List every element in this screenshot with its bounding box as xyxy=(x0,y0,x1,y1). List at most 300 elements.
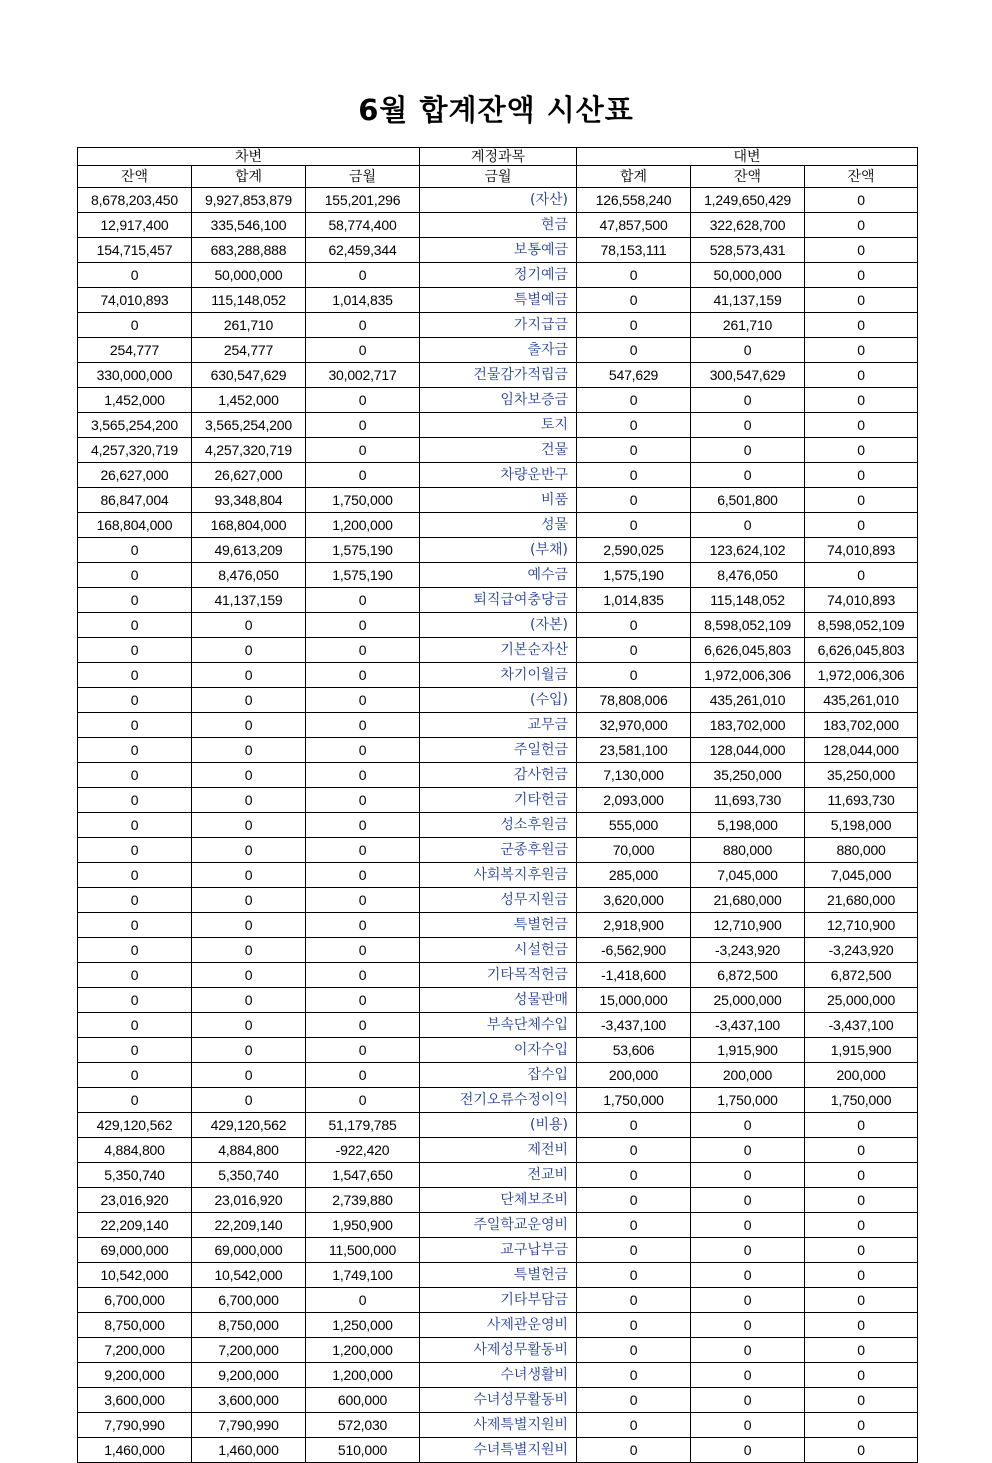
cell-debit-month: 0 xyxy=(306,413,420,438)
cell-debit-month: 0 xyxy=(306,913,420,938)
cell-debit-month: 0 xyxy=(306,988,420,1013)
cell-credit-total: 2,918,900 xyxy=(577,913,691,938)
cell-debit-balance: 8,750,000 xyxy=(78,1313,192,1338)
cell-credit-balance: 11,693,730 xyxy=(691,788,805,813)
table-row xyxy=(78,238,918,263)
cell-credit-balance-2: 0 xyxy=(805,1288,918,1313)
cell-account-name: 정기예금 xyxy=(420,263,577,288)
cell-account-name: 사제관운영비 xyxy=(420,1313,577,1338)
cell-debit-balance: 0 xyxy=(78,863,192,888)
cell-credit-balance-2: 7,045,000 xyxy=(805,863,918,888)
cell-debit-total: 3,600,000 xyxy=(192,1388,306,1413)
cell-debit-balance: 6,700,000 xyxy=(78,1288,192,1313)
header-credit-balance-2: 잔액 xyxy=(805,166,918,188)
cell-account-name: 기타목적헌금 xyxy=(420,963,577,988)
cell-debit-month: 1,014,835 xyxy=(306,288,420,313)
cell-debit-total: 9,200,000 xyxy=(192,1363,306,1388)
table-row xyxy=(78,963,918,988)
cell-credit-balance: 12,710,900 xyxy=(691,913,805,938)
cell-credit-balance: 7,045,000 xyxy=(691,863,805,888)
cell-credit-balance: 1,972,006,306 xyxy=(691,663,805,688)
cell-debit-total: 168,804,000 xyxy=(192,513,306,538)
cell-account-name: 주일헌금 xyxy=(420,738,577,763)
cell-debit-month: -922,420 xyxy=(306,1138,420,1163)
cell-debit-balance: 0 xyxy=(78,313,192,338)
cell-debit-total: 0 xyxy=(192,738,306,763)
cell-credit-balance: 6,626,045,803 xyxy=(691,638,805,663)
cell-debit-total: 0 xyxy=(192,663,306,688)
cell-debit-month: 0 xyxy=(306,813,420,838)
table-row xyxy=(78,663,918,688)
cell-debit-month: 0 xyxy=(306,1013,420,1038)
table-row xyxy=(78,1438,918,1463)
table-row xyxy=(78,1413,918,1438)
table-row xyxy=(78,388,918,413)
cell-debit-total: 0 xyxy=(192,1088,306,1113)
cell-credit-balance: 0 xyxy=(691,1313,805,1338)
cell-credit-balance: 261,710 xyxy=(691,313,805,338)
cell-credit-balance: 300,547,629 xyxy=(691,363,805,388)
cell-debit-month: 51,179,785 xyxy=(306,1113,420,1138)
cell-debit-total: 683,288,888 xyxy=(192,238,306,263)
cell-credit-total: 0 xyxy=(577,1313,691,1338)
cell-debit-month: 0 xyxy=(306,688,420,713)
cell-debit-month: 155,201,296 xyxy=(306,188,420,213)
cell-credit-balance: 0 xyxy=(691,1238,805,1263)
cell-credit-total: 0 xyxy=(577,1213,691,1238)
table-row xyxy=(78,838,918,863)
cell-account-name: 차기이월금 xyxy=(420,663,577,688)
cell-debit-balance: 7,200,000 xyxy=(78,1338,192,1363)
cell-debit-total: 335,546,100 xyxy=(192,213,306,238)
table-row xyxy=(78,1088,918,1113)
cell-credit-balance-2: 0 xyxy=(805,1138,918,1163)
cell-debit-balance: 9,200,000 xyxy=(78,1363,192,1388)
cell-credit-balance-2: 0 xyxy=(805,513,918,538)
table-row xyxy=(78,688,918,713)
header-credit-total: 합계 xyxy=(577,166,691,188)
cell-credit-total: 555,000 xyxy=(577,813,691,838)
cell-account-name: 보통예금 xyxy=(420,238,577,263)
cell-debit-balance: 69,000,000 xyxy=(78,1238,192,1263)
header-debit-total: 합계 xyxy=(192,166,306,188)
cell-credit-balance-2: 25,000,000 xyxy=(805,988,918,1013)
cell-credit-total: 0 xyxy=(577,463,691,488)
header-credit-balance: 잔액 xyxy=(691,166,805,188)
cell-credit-balance: 25,000,000 xyxy=(691,988,805,1013)
table-row xyxy=(78,913,918,938)
cell-debit-balance: 0 xyxy=(78,788,192,813)
cell-credit-balance: 6,501,800 xyxy=(691,488,805,513)
cell-credit-balance-2: 1,750,000 xyxy=(805,1088,918,1113)
cell-debit-total: 41,137,159 xyxy=(192,588,306,613)
trial-balance-table xyxy=(77,147,918,1463)
cell-account-name: 사회복지후원금 xyxy=(420,863,577,888)
table-row xyxy=(78,1138,918,1163)
cell-account-name: 성물판매 xyxy=(420,988,577,1013)
cell-debit-balance: 5,350,740 xyxy=(78,1163,192,1188)
header-row-columns xyxy=(78,166,918,188)
cell-credit-balance-2: 35,250,000 xyxy=(805,763,918,788)
cell-credit-total: 547,629 xyxy=(577,363,691,388)
cell-credit-total: 0 xyxy=(577,1413,691,1438)
cell-credit-total: 0 xyxy=(577,288,691,313)
cell-debit-month: 0 xyxy=(306,738,420,763)
cell-credit-total: 1,750,000 xyxy=(577,1088,691,1113)
cell-debit-total: 0 xyxy=(192,613,306,638)
cell-credit-balance-2: 0 xyxy=(805,338,918,363)
cell-debit-month: 1,749,100 xyxy=(306,1263,420,1288)
cell-account-name: 잡수입 xyxy=(420,1063,577,1088)
cell-account-name: 이자수입 xyxy=(420,1038,577,1063)
cell-debit-month: 1,200,000 xyxy=(306,513,420,538)
cell-debit-total: 4,257,320,719 xyxy=(192,438,306,463)
table-row xyxy=(78,613,918,638)
cell-credit-total: 0 xyxy=(577,1388,691,1413)
table-row xyxy=(78,863,918,888)
cell-credit-total: 1,575,190 xyxy=(577,563,691,588)
cell-credit-balance-2: 0 xyxy=(805,213,918,238)
cell-account-name: (수입) xyxy=(420,688,577,713)
cell-credit-total: 0 xyxy=(577,338,691,363)
header-debit: 차변 xyxy=(78,148,420,166)
cell-debit-balance: 330,000,000 xyxy=(78,363,192,388)
table-row xyxy=(78,313,918,338)
cell-debit-month: 0 xyxy=(306,588,420,613)
cell-credit-balance: 0 xyxy=(691,338,805,363)
cell-credit-balance: 50,000,000 xyxy=(691,263,805,288)
cell-debit-balance: 168,804,000 xyxy=(78,513,192,538)
cell-account-name: 가지급금 xyxy=(420,313,577,338)
cell-debit-total: 0 xyxy=(192,888,306,913)
cell-debit-month: 0 xyxy=(306,938,420,963)
cell-credit-balance-2: 0 xyxy=(805,438,918,463)
cell-debit-balance: 0 xyxy=(78,563,192,588)
cell-credit-total: -1,418,600 xyxy=(577,963,691,988)
cell-account-name: 비품 xyxy=(420,488,577,513)
table-row xyxy=(78,1163,918,1188)
cell-debit-balance: 10,542,000 xyxy=(78,1263,192,1288)
cell-debit-total: 6,700,000 xyxy=(192,1288,306,1313)
cell-credit-balance-2: 0 xyxy=(805,1388,918,1413)
cell-debit-total: 429,120,562 xyxy=(192,1113,306,1138)
cell-credit-balance: 0 xyxy=(691,1363,805,1388)
cell-account-name: 전기오류수정이익 xyxy=(420,1088,577,1113)
cell-debit-balance: 0 xyxy=(78,538,192,563)
cell-credit-balance: 0 xyxy=(691,513,805,538)
cell-debit-total: 0 xyxy=(192,1063,306,1088)
cell-debit-balance: 0 xyxy=(78,888,192,913)
cell-credit-balance: 41,137,159 xyxy=(691,288,805,313)
cell-debit-month: 1,200,000 xyxy=(306,1363,420,1388)
cell-credit-balance-2: 6,872,500 xyxy=(805,963,918,988)
cell-credit-balance: 0 xyxy=(691,1113,805,1138)
cell-credit-balance: 880,000 xyxy=(691,838,805,863)
cell-debit-month: 0 xyxy=(306,713,420,738)
cell-credit-balance-2: 0 xyxy=(805,1363,918,1388)
cell-credit-total: 0 xyxy=(577,1188,691,1213)
cell-credit-total: 23,581,100 xyxy=(577,738,691,763)
table-row xyxy=(78,1338,918,1363)
table-row xyxy=(78,888,918,913)
cell-debit-total: 3,565,254,200 xyxy=(192,413,306,438)
cell-credit-balance-2: 0 xyxy=(805,1238,918,1263)
table-body xyxy=(78,188,918,1463)
cell-credit-balance-2: 1,972,006,306 xyxy=(805,663,918,688)
cell-credit-balance-2: 200,000 xyxy=(805,1063,918,1088)
cell-credit-total: 0 xyxy=(577,388,691,413)
cell-credit-total: 0 xyxy=(577,438,691,463)
cell-account-name: 건물 xyxy=(420,438,577,463)
cell-credit-total: 47,857,500 xyxy=(577,213,691,238)
cell-credit-balance: 0 xyxy=(691,1213,805,1238)
cell-credit-total: 0 xyxy=(577,638,691,663)
cell-debit-balance: 0 xyxy=(78,813,192,838)
cell-debit-balance: 0 xyxy=(78,988,192,1013)
cell-debit-month: 0 xyxy=(306,613,420,638)
cell-credit-balance-2: 0 xyxy=(805,1213,918,1238)
cell-debit-balance: 74,010,893 xyxy=(78,288,192,313)
cell-debit-balance: 0 xyxy=(78,713,192,738)
cell-credit-balance-2: 0 xyxy=(805,1188,918,1213)
cell-debit-balance: 0 xyxy=(78,1088,192,1113)
cell-debit-balance: 0 xyxy=(78,1063,192,1088)
cell-debit-total: 0 xyxy=(192,813,306,838)
cell-account-name: 사제성무활동비 xyxy=(420,1338,577,1363)
cell-debit-balance: 0 xyxy=(78,263,192,288)
cell-credit-balance-2: 0 xyxy=(805,238,918,263)
cell-debit-month: 1,575,190 xyxy=(306,538,420,563)
table-row xyxy=(78,463,918,488)
cell-credit-balance: 0 xyxy=(691,1413,805,1438)
cell-debit-balance: 0 xyxy=(78,913,192,938)
cell-debit-month: 0 xyxy=(306,313,420,338)
cell-debit-month: 1,575,190 xyxy=(306,563,420,588)
cell-credit-balance: -3,243,920 xyxy=(691,938,805,963)
cell-debit-balance: 0 xyxy=(78,963,192,988)
table-row xyxy=(78,488,918,513)
cell-credit-balance: 35,250,000 xyxy=(691,763,805,788)
table-row xyxy=(78,1213,918,1238)
cell-debit-total: 0 xyxy=(192,988,306,1013)
cell-credit-balance-2: 6,626,045,803 xyxy=(805,638,918,663)
cell-credit-balance: 0 xyxy=(691,1338,805,1363)
cell-credit-balance: 6,872,500 xyxy=(691,963,805,988)
cell-credit-balance-2: 0 xyxy=(805,1163,918,1188)
cell-credit-total: 200,000 xyxy=(577,1063,691,1088)
cell-debit-balance: 1,460,000 xyxy=(78,1438,192,1463)
cell-credit-total: 0 xyxy=(577,488,691,513)
cell-credit-balance: 0 xyxy=(691,388,805,413)
cell-account-name: 단체보조비 xyxy=(420,1188,577,1213)
table-row xyxy=(78,588,918,613)
table-row xyxy=(78,763,918,788)
cell-credit-balance-2: 0 xyxy=(805,1413,918,1438)
cell-debit-total: 8,750,000 xyxy=(192,1313,306,1338)
cell-debit-total: 0 xyxy=(192,863,306,888)
cell-debit-month: 0 xyxy=(306,438,420,463)
cell-credit-balance-2: 74,010,893 xyxy=(805,588,918,613)
cell-credit-balance: 21,680,000 xyxy=(691,888,805,913)
cell-debit-total: 0 xyxy=(192,838,306,863)
table-row xyxy=(78,363,918,388)
cell-credit-balance-2: -3,243,920 xyxy=(805,938,918,963)
table-row xyxy=(78,513,918,538)
cell-debit-balance: 0 xyxy=(78,938,192,963)
cell-credit-total: 78,153,111 xyxy=(577,238,691,263)
table-row xyxy=(78,1288,918,1313)
cell-account-name: 예수금 xyxy=(420,563,577,588)
cell-account-name: 기본순자산 xyxy=(420,638,577,663)
cell-credit-balance-2: 0 xyxy=(805,188,918,213)
header-account: 계정과목 xyxy=(420,148,577,166)
cell-debit-balance: 154,715,457 xyxy=(78,238,192,263)
cell-credit-total: 0 xyxy=(577,413,691,438)
cell-debit-month: 0 xyxy=(306,863,420,888)
cell-account-name: 부속단체수입 xyxy=(420,1013,577,1038)
cell-credit-total: 2,093,000 xyxy=(577,788,691,813)
cell-account-name: 특별헌금 xyxy=(420,1263,577,1288)
cell-credit-total: 1,014,835 xyxy=(577,588,691,613)
cell-debit-balance: 0 xyxy=(78,838,192,863)
cell-debit-balance: 254,777 xyxy=(78,338,192,363)
cell-account-name: 특별헌금 xyxy=(420,913,577,938)
cell-credit-balance: 5,198,000 xyxy=(691,813,805,838)
cell-credit-balance: 183,702,000 xyxy=(691,713,805,738)
cell-debit-month: 0 xyxy=(306,1063,420,1088)
table-row xyxy=(78,1038,918,1063)
cell-credit-total: 32,970,000 xyxy=(577,713,691,738)
cell-credit-balance: 200,000 xyxy=(691,1063,805,1088)
cell-credit-balance-2: 128,044,000 xyxy=(805,738,918,763)
cell-credit-balance-2: 0 xyxy=(805,363,918,388)
cell-debit-balance: 0 xyxy=(78,763,192,788)
cell-debit-month: 0 xyxy=(306,638,420,663)
cell-debit-total: 0 xyxy=(192,638,306,663)
cell-debit-total: 115,148,052 xyxy=(192,288,306,313)
cell-account-name: 교무금 xyxy=(420,713,577,738)
cell-credit-balance-2: 12,710,900 xyxy=(805,913,918,938)
table-row xyxy=(78,713,918,738)
cell-debit-month: 0 xyxy=(306,463,420,488)
cell-debit-month: 0 xyxy=(306,888,420,913)
cell-credit-total: 0 xyxy=(577,1138,691,1163)
cell-credit-total: 0 xyxy=(577,1163,691,1188)
table-row xyxy=(78,188,918,213)
cell-debit-total: 10,542,000 xyxy=(192,1263,306,1288)
cell-account-name: 수녀생활비 xyxy=(420,1363,577,1388)
cell-credit-balance: 0 xyxy=(691,1138,805,1163)
cell-debit-total: 0 xyxy=(192,963,306,988)
cell-debit-total: 1,460,000 xyxy=(192,1438,306,1463)
table-row xyxy=(78,538,918,563)
cell-debit-total: 49,613,209 xyxy=(192,538,306,563)
cell-credit-balance: 8,476,050 xyxy=(691,563,805,588)
table-row xyxy=(78,738,918,763)
cell-credit-balance-2: 11,693,730 xyxy=(805,788,918,813)
cell-account-name: 교구납부금 xyxy=(420,1238,577,1263)
cell-account-name: (비용) xyxy=(420,1113,577,1138)
cell-credit-balance: 115,148,052 xyxy=(691,588,805,613)
cell-credit-balance-2: 74,010,893 xyxy=(805,538,918,563)
table-row xyxy=(78,1363,918,1388)
cell-credit-total: 0 xyxy=(577,1363,691,1388)
cell-credit-balance: 1,750,000 xyxy=(691,1088,805,1113)
cell-credit-total: 7,130,000 xyxy=(577,763,691,788)
cell-account-name: 성소후원금 xyxy=(420,813,577,838)
cell-account-name: 감사헌금 xyxy=(420,763,577,788)
cell-account-name: 전교비 xyxy=(420,1163,577,1188)
cell-debit-month: 30,002,717 xyxy=(306,363,420,388)
cell-credit-balance: 123,624,102 xyxy=(691,538,805,563)
cell-debit-total: 0 xyxy=(192,938,306,963)
cell-debit-balance: 0 xyxy=(78,688,192,713)
cell-credit-total: 0 xyxy=(577,1288,691,1313)
cell-credit-balance: 1,249,650,429 xyxy=(691,188,805,213)
cell-credit-balance-2: 21,680,000 xyxy=(805,888,918,913)
cell-credit-balance-2: 880,000 xyxy=(805,838,918,863)
cell-debit-total: 8,476,050 xyxy=(192,563,306,588)
cell-credit-total: 0 xyxy=(577,313,691,338)
table-row xyxy=(78,338,918,363)
page-title: 6월 합계잔액 시산표 xyxy=(358,93,634,127)
cell-account-name: 차량운반구 xyxy=(420,463,577,488)
cell-debit-balance: 12,917,400 xyxy=(78,213,192,238)
cell-credit-balance: 0 xyxy=(691,1188,805,1213)
cell-account-name: 제전비 xyxy=(420,1138,577,1163)
cell-debit-total: 22,209,140 xyxy=(192,1213,306,1238)
cell-credit-balance-2: 5,198,000 xyxy=(805,813,918,838)
cell-debit-balance: 0 xyxy=(78,638,192,663)
cell-debit-total: 0 xyxy=(192,788,306,813)
cell-debit-total: 0 xyxy=(192,688,306,713)
cell-account-name: 퇴직급여충당금 xyxy=(420,588,577,613)
cell-credit-balance-2: 0 xyxy=(805,1263,918,1288)
cell-credit-balance: 0 xyxy=(691,1288,805,1313)
cell-credit-balance-2: 0 xyxy=(805,413,918,438)
table-row xyxy=(78,263,918,288)
table-row xyxy=(78,938,918,963)
cell-credit-balance: 0 xyxy=(691,1163,805,1188)
cell-debit-month: 1,200,000 xyxy=(306,1338,420,1363)
cell-credit-balance: 322,628,700 xyxy=(691,213,805,238)
cell-debit-balance: 23,016,920 xyxy=(78,1188,192,1213)
cell-debit-balance: 7,790,990 xyxy=(78,1413,192,1438)
cell-debit-month: 1,750,000 xyxy=(306,488,420,513)
cell-credit-total: 126,558,240 xyxy=(577,188,691,213)
cell-credit-balance-2: 0 xyxy=(805,563,918,588)
cell-credit-total: 0 xyxy=(577,513,691,538)
cell-credit-total: 3,620,000 xyxy=(577,888,691,913)
cell-account-name: (자본) xyxy=(420,613,577,638)
cell-debit-total: 0 xyxy=(192,1013,306,1038)
table-row xyxy=(78,213,918,238)
cell-debit-month: 0 xyxy=(306,788,420,813)
cell-credit-total: 78,808,006 xyxy=(577,688,691,713)
cell-credit-total: 0 xyxy=(577,1113,691,1138)
cell-credit-balance: 0 xyxy=(691,463,805,488)
cell-debit-month: 0 xyxy=(306,263,420,288)
cell-debit-total: 261,710 xyxy=(192,313,306,338)
cell-debit-total: 5,350,740 xyxy=(192,1163,306,1188)
cell-account-name: 군종후원금 xyxy=(420,838,577,863)
cell-credit-balance-2: 0 xyxy=(805,463,918,488)
cell-debit-month: 2,739,880 xyxy=(306,1188,420,1213)
cell-account-name: 기타헌금 xyxy=(420,788,577,813)
cell-credit-balance-2: 0 xyxy=(805,1438,918,1463)
table-row xyxy=(78,1113,918,1138)
cell-credit-balance: 435,261,010 xyxy=(691,688,805,713)
